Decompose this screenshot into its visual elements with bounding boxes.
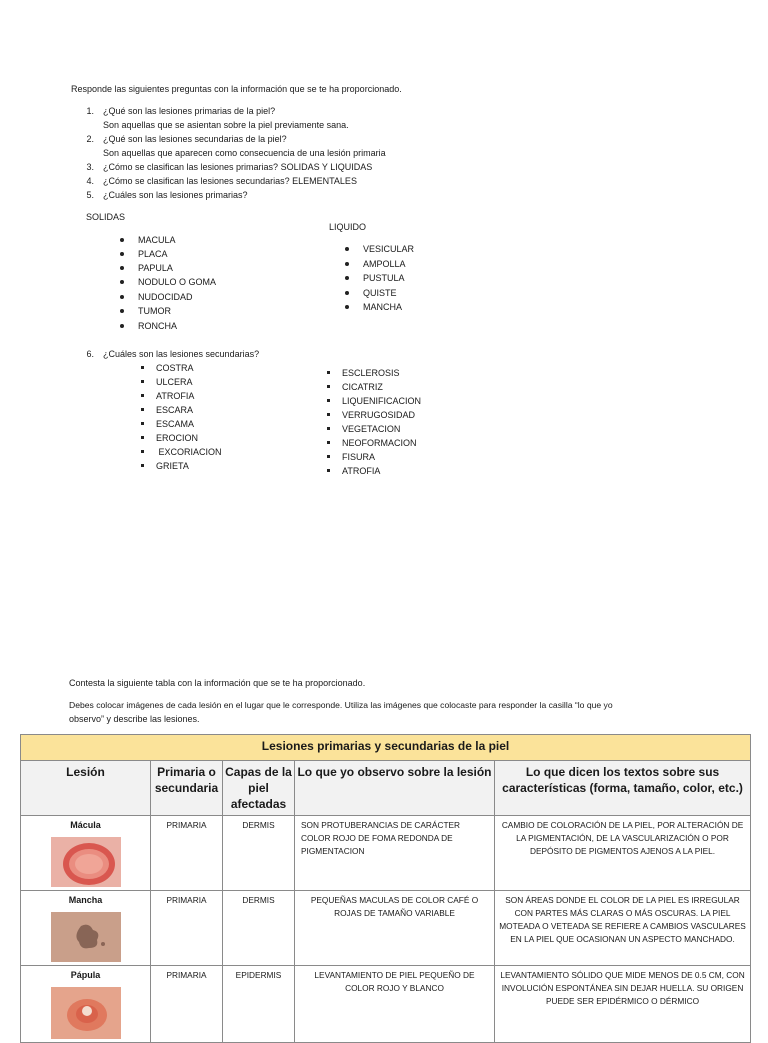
textos-cell: SON ÁREAS DONDE EL COLOR DE LA PIEL ES IRREGULAR CON PARTES MÁS CLARAS O MÁS OSCURAS. LA PIEL MOTEADA O VETEADA SE REFIERE A CAMBIOS VASCULARES EN LA PIEL QUE OCASIONAN UN ASPECTO MANCHADO. [495, 891, 751, 966]
list-item: ESCLEROSIS [327, 366, 400, 380]
list-item: CICATRIZ [327, 380, 383, 394]
list-item: VERRUGOSIDAD [327, 408, 415, 422]
intro-text: Responde las siguientes preguntas con la información que se te ha proporcionado. [71, 84, 402, 94]
lesion-cell [21, 966, 151, 1043]
list-item: NEOFORMACION [327, 436, 417, 450]
bullet-icon [141, 394, 144, 397]
list-item: EROCION [141, 431, 198, 445]
table-header-row [21, 761, 751, 816]
list-item: PLACA [120, 247, 168, 261]
list-item: QUISTE [345, 286, 397, 300]
bullet-icon [141, 464, 144, 467]
bullet-icon [327, 385, 330, 388]
list-item: ATROFIA [327, 464, 380, 478]
answer-text: Son aquellas que se asientan sobre la piel previamente sana. [103, 120, 349, 130]
question-text: ¿Cuáles son las lesiones secundarias? [103, 349, 260, 359]
table-row [21, 816, 751, 891]
lesion-name: Mácula [70, 820, 101, 830]
bullet-icon [141, 436, 144, 439]
bullet-icon [120, 266, 124, 270]
question-number: 2. [86, 134, 94, 144]
papula-image [51, 987, 121, 1039]
list-item: AMPOLLA [345, 257, 406, 271]
bullet-icon [141, 380, 144, 383]
table-row [21, 891, 751, 966]
tipo-cell: PRIMARIA [151, 966, 223, 1043]
list-item: NODULO O GOMA [120, 275, 216, 289]
textos-cell: LEVANTAMIENTO SÓLIDO QUE MIDE MENOS DE 0.5 CM, CON INVOLUCIÓN ESPONTÁNEA SIN DEJAR HUELLA. SU ORIGEN PUEDE SER EPIDÉRMICO O DÉRMICO [495, 966, 751, 1043]
list-item: ATROFIA [141, 389, 194, 403]
bullet-icon [120, 238, 124, 242]
observo-cell: LEVANTAMIENTO DE PIEL PEQUEÑO DE COLOR ROJO Y BLANCO [295, 966, 495, 1043]
instructions-line-1: Contesta la siguiente tabla con la información que se te ha proporcionado. [69, 678, 366, 688]
lesion-name: Mancha [68, 895, 103, 905]
list-item: MANCHA [345, 300, 402, 314]
capa-cell: EPIDERMIS [223, 966, 295, 1043]
header-lesion: Lesión [21, 761, 151, 816]
capa-cell: DERMIS [223, 816, 295, 891]
question-number: 6. [86, 349, 94, 359]
list-item: COSTRA [141, 361, 194, 375]
list-item: ULCERA [141, 375, 193, 389]
list-item: PAPULA [120, 261, 173, 275]
liquido-label: LIQUIDO [329, 222, 367, 232]
header-tipo: Primaria o secundaria [151, 761, 223, 816]
question-text: ¿Cuáles son las lesiones primarias? [103, 190, 248, 200]
question-number: 4. [86, 176, 94, 186]
list-item: VEGETACION [327, 422, 400, 436]
lesion-cell [21, 816, 151, 891]
question-text: ¿Cómo se clasifican las lesiones secundarias? ELEMENTALES [103, 176, 357, 186]
bullet-icon [345, 247, 349, 251]
tipo-cell: PRIMARIA [151, 816, 223, 891]
bullet-icon [327, 413, 330, 416]
list-item: GRIETA [141, 459, 189, 473]
bullet-icon [141, 450, 144, 453]
lesion-cell [21, 891, 151, 966]
question-text: ¿Cómo se clasifican las lesiones primarias? SOLIDAS Y LIQUIDAS [103, 162, 373, 172]
lesion-name: Pápula [70, 970, 101, 980]
list-item: EXCORIACION [141, 445, 222, 459]
observo-cell: SON PROTUBERANCIAS DE CARÁCTER COLOR ROJO DE FOMA REDONDA DE PIGMENTACION [295, 816, 495, 891]
list-item: LIQUENIFICACION [327, 394, 421, 408]
solidas-label: SOLIDAS [86, 212, 126, 222]
header-capas: Capas de la piel afectadas [223, 761, 295, 816]
instructions-line-3: observo” y describe las lesiones. [69, 714, 200, 724]
bullet-icon [120, 252, 124, 256]
list-item: MACULA [120, 233, 176, 247]
list-item: ESCAMA [141, 417, 194, 431]
bullet-icon [141, 422, 144, 425]
bullet-icon [327, 371, 330, 374]
question-text: ¿Qué son las lesiones primarias de la piel? [103, 106, 276, 116]
bullet-icon [327, 455, 330, 458]
instructions-line-2: Debes colocar imágenes de cada lesión en el lugar que le corresponde. Utiliza las imágenes que colocaste para responder la casilla “lo que yo [69, 700, 613, 710]
list-item: PUSTULA [345, 271, 405, 285]
bullet-icon [120, 309, 124, 313]
capa-cell: DERMIS [223, 891, 295, 966]
bullet-icon [345, 305, 349, 309]
list-item: RONCHA [120, 319, 177, 333]
list-item: NUDOCIDAD [120, 290, 193, 304]
header-observo: Lo que yo observo sobre la lesión [295, 761, 495, 816]
tipo-cell: PRIMARIA [151, 891, 223, 966]
table-row [21, 966, 751, 1043]
list-item: TUMOR [120, 304, 171, 318]
bullet-icon [120, 324, 124, 328]
question-number: 5. [86, 190, 94, 200]
list-item: ESCARA [141, 403, 193, 417]
bullet-icon [345, 276, 349, 280]
textos-cell: CAMBIO DE COLORACIÓN DE LA PIEL, POR ALTERACIÓN DE LA PIGMENTACIÓN, DE LA VASCULARIZACIÓN O POR DEPÓSITO DE PIGMENTOS AJENOS A LA PIEL. [495, 816, 751, 891]
bullet-icon [141, 408, 144, 411]
question-number: 1. [86, 106, 94, 116]
bullet-icon [327, 427, 330, 430]
mancha-image [51, 912, 121, 962]
bullet-icon [120, 280, 124, 284]
header-textos: Lo que dicen los textos sobre sus características (forma, tamaño, color, etc.) [495, 761, 751, 816]
observo-cell: PEQUEÑAS MACULAS DE COLOR CAFÉ O ROJAS DE TAMAÑO VARIABLE [295, 891, 495, 966]
bullet-icon [327, 441, 330, 444]
lesion-table [20, 734, 751, 1043]
bullet-icon [120, 295, 124, 299]
bullet-icon [327, 469, 330, 472]
bullet-icon [345, 291, 349, 295]
bullet-icon [345, 262, 349, 266]
bullet-icon [141, 366, 144, 369]
list-item: FISURA [327, 450, 375, 464]
question-number: 3. [86, 162, 94, 172]
bullet-icon [327, 399, 330, 402]
macula-image [51, 837, 121, 887]
table-title: Lesiones primarias y secundarias de la piel [21, 735, 751, 761]
answer-text: Son aquellas que aparecen como consecuencia de una lesión primaria [103, 148, 386, 158]
question-text: ¿Qué son las lesiones secundarias de la piel? [103, 134, 287, 144]
list-item: VESICULAR [345, 242, 414, 256]
